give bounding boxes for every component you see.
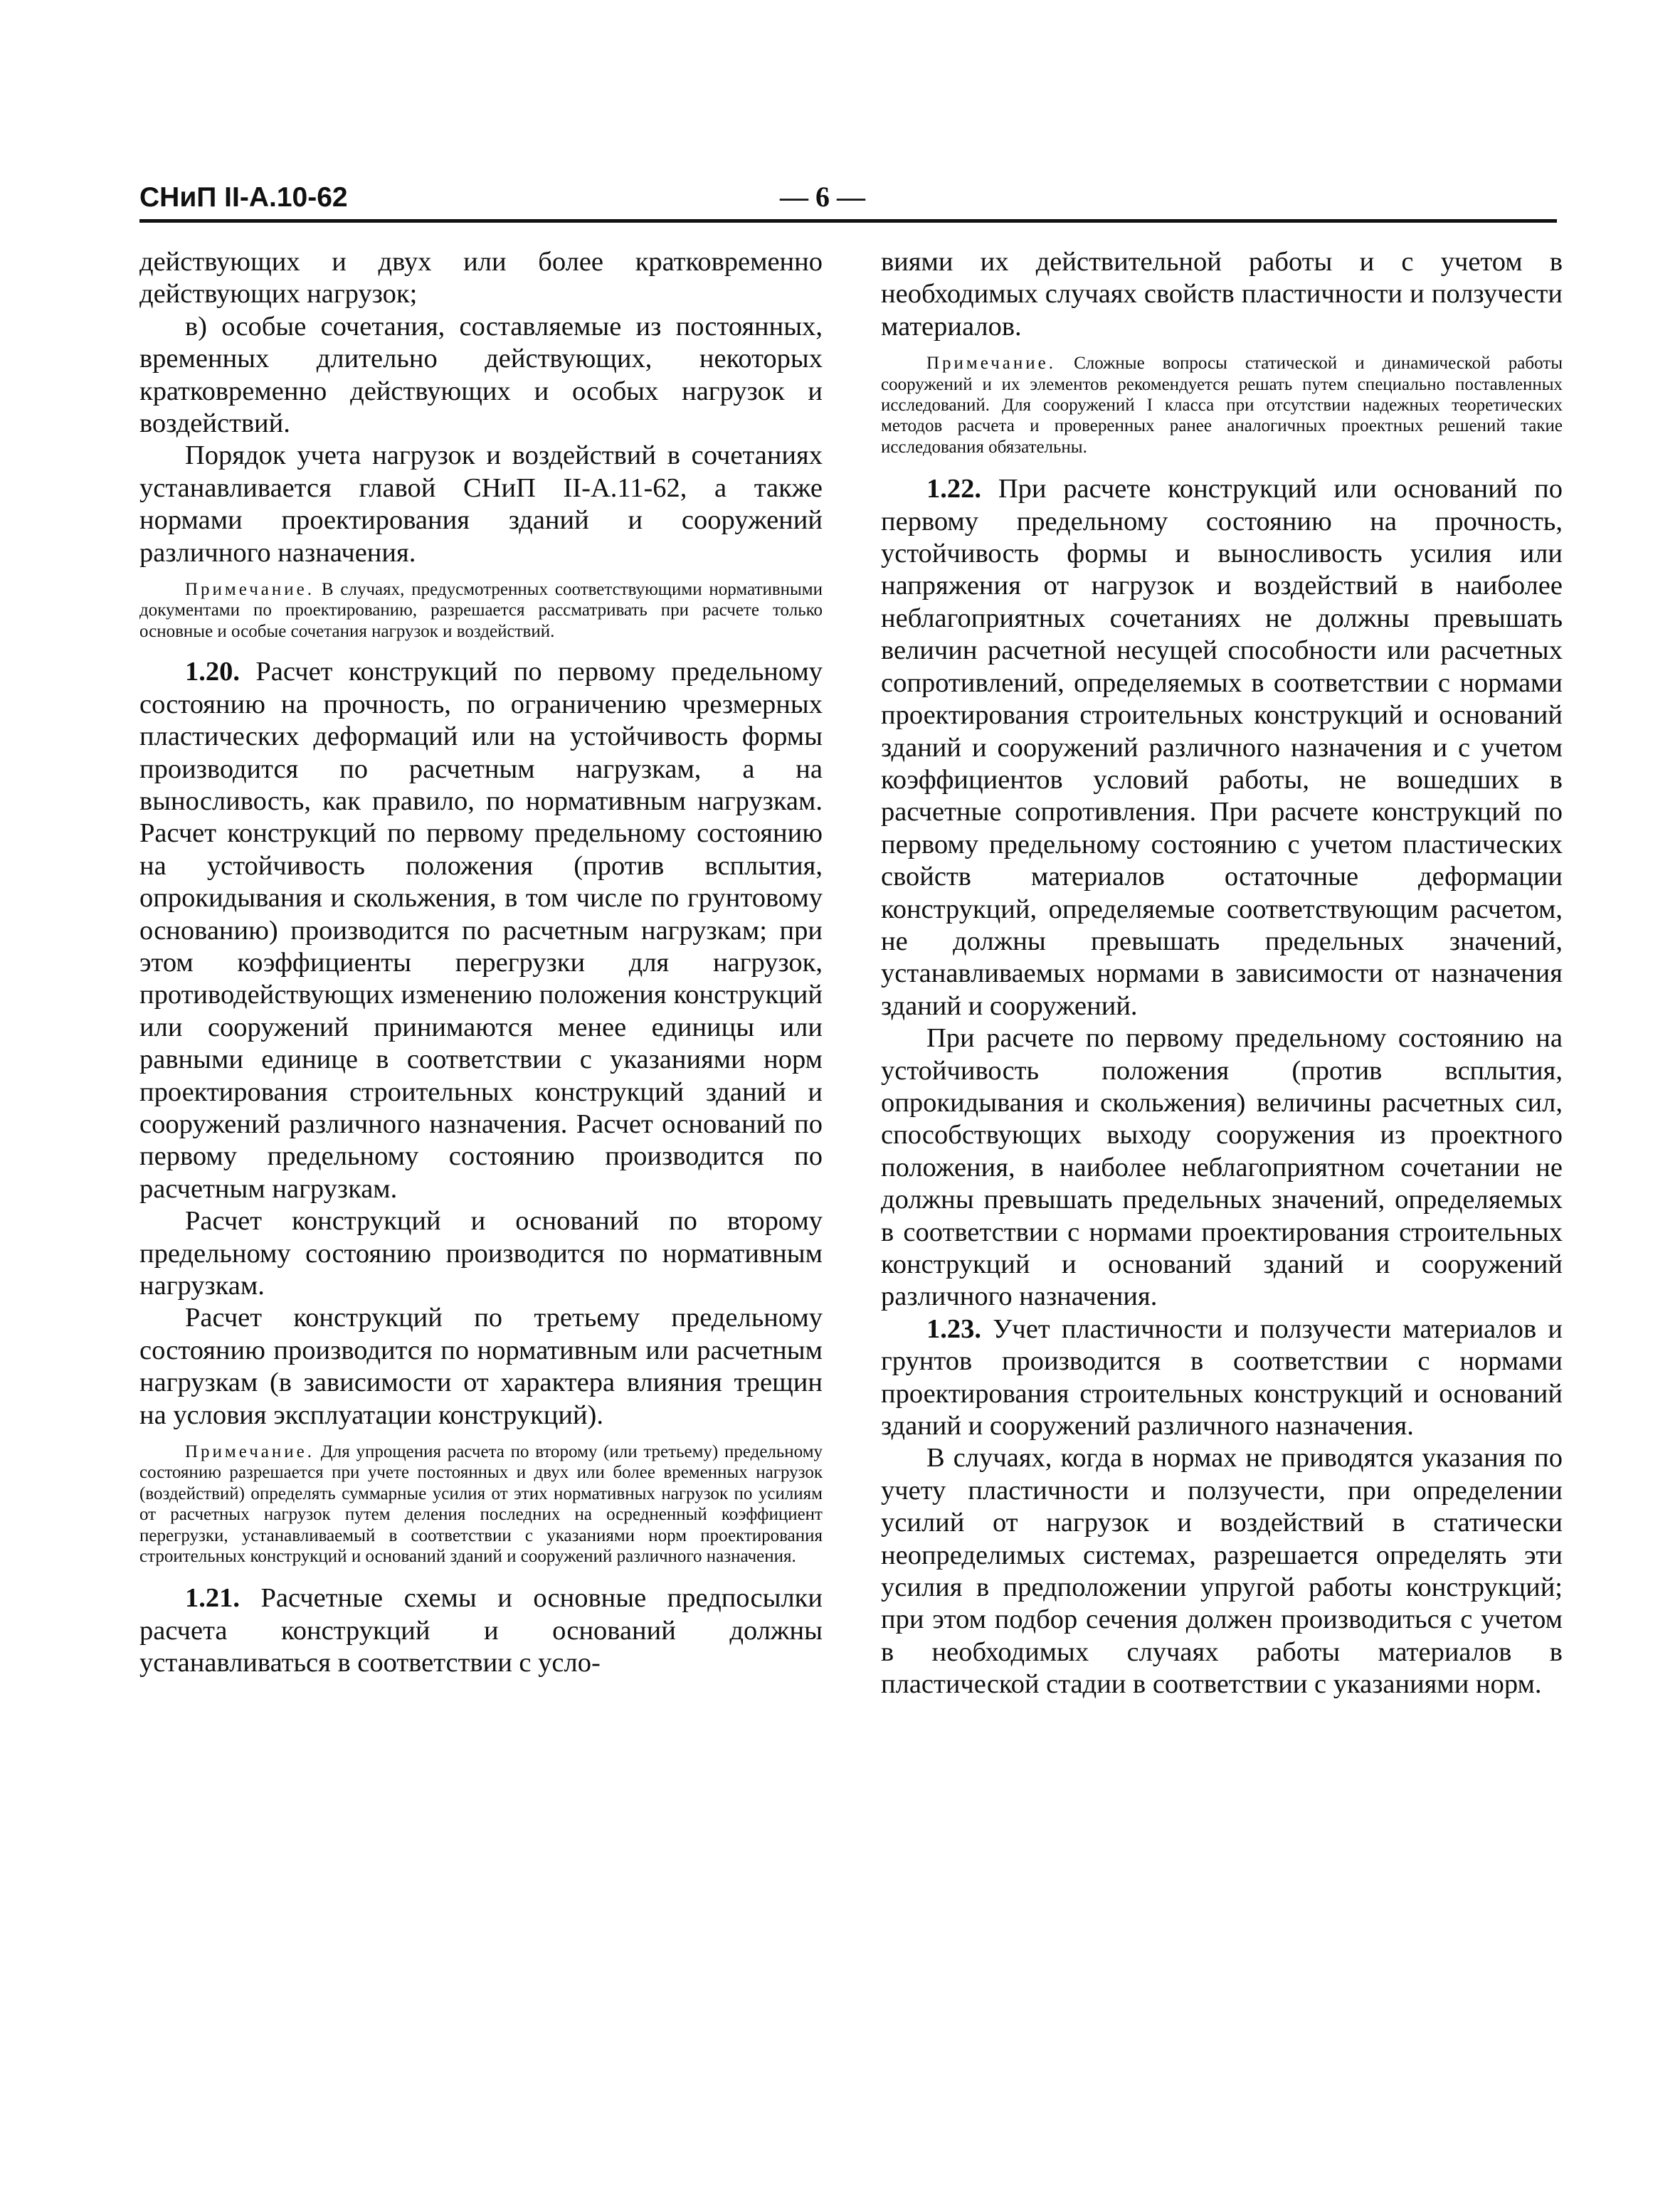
paragraph: При расчете по первому предельному состоянию на устойчивость положения (против всплытия, опрокидывания и скольжения) величины расчетных сил, способствующих выходу сооружения из проектного положения, в наиболее неблагоприятном сочетании не должны превышать предельных значений, определяемых в соответствии с нормами проектирования строительных конструкций и оснований зданий и сооружений различного назначения. <box>881 1023 1563 1312</box>
section-1-20 <box>139 656 823 1205</box>
paragraph: действующих и двух или более кратковременно действующих нагрузок; <box>139 247 823 310</box>
paragraph: Расчет конструкций и оснований по второму предельному состоянию производится по нормативным нагрузкам. <box>139 1206 823 1301</box>
note <box>881 353 1563 457</box>
note-label: Примечание. <box>185 580 315 600</box>
note-label: Примечание. <box>926 354 1057 374</box>
paragraph: Расчет конструкций по третьему предельному состоянию производится по нормативным или расчетным нагрузкам (в зависимости от характера влияния трещин на условия эксплуатации конструкций). <box>139 1303 823 1430</box>
page-number: — 6 — <box>780 181 865 213</box>
section-1-21 <box>139 1582 823 1679</box>
document-code: СНиП II-А.10-62 <box>139 182 348 213</box>
page-header <box>139 176 1557 223</box>
note-text: Сложные вопросы статической и динамической работы сооружений и их элементов рекомендуется решать путем специально поставленных исследований. Для сооружений I класса при отсутствии надежных теоретических методов расчета и проверенных ранее аналогичных проектных решений такие исследования обязательны. <box>881 354 1563 457</box>
note-label: Примечание. <box>185 1442 315 1462</box>
note-text: Для упрощения расчета по второму (или третьему) предельному состоянию разрешается при учете постоянных и двух или более временных нагрузок (воздействий) определять суммарные усилия от этих нормативных нагрузок по усилиям от расчетных нагрузок путем деления последних на осредненный коэффициент перегрузки, устанавливаемый в соответствии с указаниями норм проектирования строительных конструкций и оснований зданий и сооружений различного назначения. <box>139 1442 823 1567</box>
paragraph: Порядок учета нагрузок и воздействий в сочетаниях устанавливается главой СНиП II-А.11-62, а также нормами проектирования зданий и сооружений различного назначения. <box>139 440 823 568</box>
note-text: В случаях, предусмотренных соответствующими нормативными документами по проектированию, разрешается рассматривать при расчете только основные и особые сочетания нагрузок и воздействий. <box>139 580 823 641</box>
note <box>139 579 823 642</box>
section-1-22 <box>881 473 1563 1022</box>
section-1-23 <box>881 1313 1563 1443</box>
paragraph: в) особые сочетания, составляемые из постоянных, временных длительно действующих, некоторых кратковременно действующих и особых нагрузок и воздействий. <box>139 311 823 439</box>
paragraph: виями их действительной работы и с учетом в необходимых случаях свойств пластичности и ползучести материалов. <box>881 247 1563 342</box>
section-text: Учет пластичности и ползучести материалов и грунтов производится в соответствии с нормами проектирования строительных конструкций и оснований зданий и сооружений различного назначения. <box>881 1313 1563 1441</box>
section-text: Расчет конструкций по первому предельному состоянию на прочность, по ограничению чрезмерных пластических деформаций или на устойчивость формы производится по расчетным нагрузкам, а на выносливость, как правило, по нормативным нагрузкам. Расчет конструкций по первому предельному состоянию на устойчивость положения (против всплытия, опрокидывания и скольжения, в том числе по грунтовому основанию) производится по расчетным нагрузкам; при этом коэффициенты перегрузки для нагрузок, противодействующих изменению положения конструкций или сооружений принимаются менее единицы или равными единице в соответствии с указаниями норм проектирования строительных конструкций зданий и сооружений различного назначения. Расчет оснований по первому предельному состоянию производится по расчетным нагрузкам. <box>139 657 823 1204</box>
paragraph: В случаях, когда в нормах не приводятся указания по учету пластичности и ползучести, при определении усилий от нагрузок и воздействий в статически неопределимых системах, разрешается определять эти усилия в предположении упругой работы конструкций; при этом подбор сечения должен производиться с учетом в необходимых случаях работы материалов в пластической стадии в соответствии с указаниями норм. <box>881 1443 1563 1700</box>
section-number: 1.22. <box>926 474 981 504</box>
right-column <box>881 246 1563 1701</box>
left-column <box>139 246 823 1680</box>
section-text: При расчете конструкций или оснований по первому предельному состоянию на прочность, устойчивость формы и выносливость усилия или напряжения от нагрузок и воздействий в наиболее неблагоприятных сочетаниях не должны превышать величин расчетной несущей способности или расчетных сопротивлений, определяемых в соответствии с нормами проектирования строительных конструкций и оснований зданий и сооружений различного назначения и с учетом коэффициентов условий работы, не вошедших в расчетные сопротивления. При расчете конструкций по первому предельному состоянию с учетом пластических свойств материалов остаточные деформации конструкций, определяемые соответствующим расчетом, не должны превышать предельных значений, устанавливаемых нормами в зависимости от назначения зданий и сооружений. <box>881 474 1563 1021</box>
section-text: Расчетные схемы и основные предпосылки расчета конструкций и оснований должны устанавливаться в соответствии с усло- <box>139 1583 823 1678</box>
section-number: 1.20. <box>185 657 240 687</box>
note <box>139 1441 823 1567</box>
section-number: 1.21. <box>185 1583 240 1614</box>
section-number: 1.23. <box>926 1313 981 1344</box>
